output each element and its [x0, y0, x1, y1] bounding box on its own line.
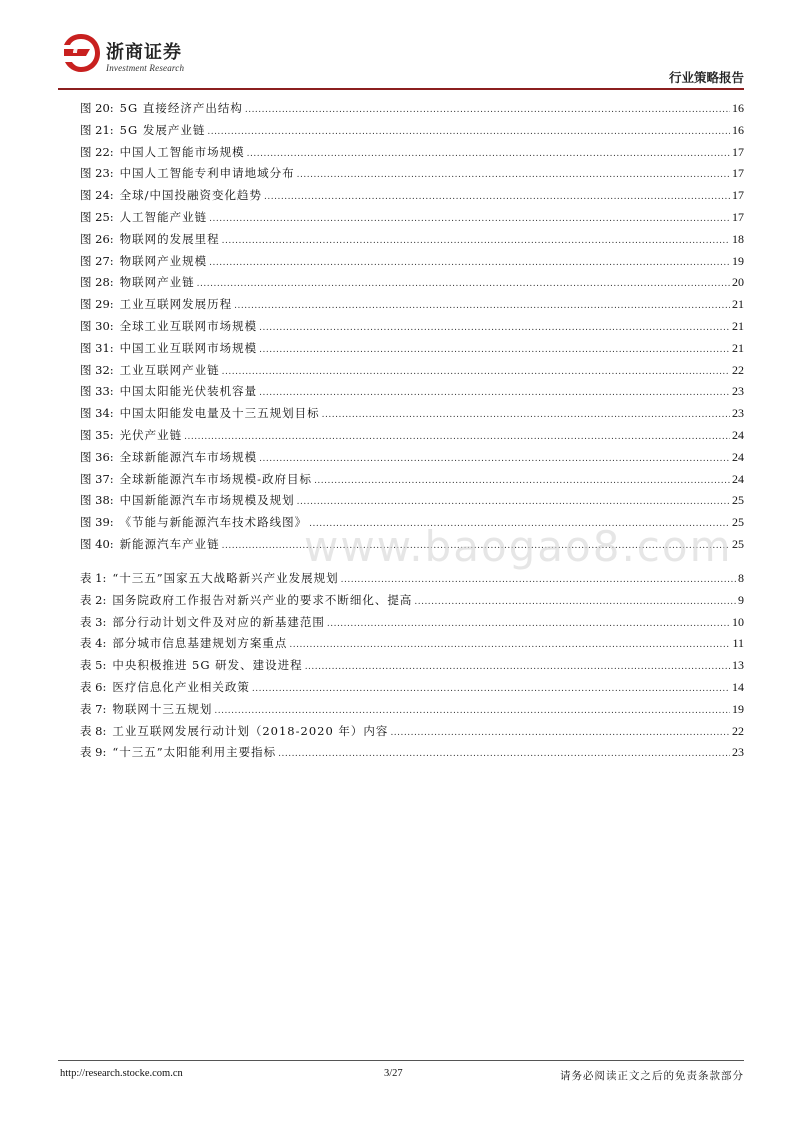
- entry-page: 25: [732, 515, 744, 530]
- entry-number: 图 32:: [80, 362, 114, 377]
- entry-page: 16: [732, 101, 744, 115]
- entry-number: 图 20:: [80, 101, 114, 115]
- entry-page: 18: [732, 231, 744, 246]
- toc-figure-entry[interactable]: [80, 340, 744, 362]
- entry-number: 图 40:: [80, 536, 114, 551]
- toc-figure-entry[interactable]: [80, 122, 744, 144]
- toc-table-entry[interactable]: [80, 657, 744, 679]
- entry-number: 图 22:: [80, 144, 114, 159]
- leader-dots: [414, 597, 736, 607]
- report-type-label: 行业策略报告: [668, 70, 744, 85]
- entry-title: 全球新能源汽车市场规模: [119, 449, 258, 464]
- entry-title: 部分城市信息基建规划方案重点: [112, 636, 288, 651]
- entry-title: 工业互联网发展历程: [119, 297, 233, 312]
- entry-number: 图 27:: [80, 253, 114, 268]
- toc-figure-entry[interactable]: [80, 100, 744, 122]
- entry-title: 《节能与新能源汽车技术路线图》: [119, 515, 308, 530]
- company-subtitle: Investment Research: [106, 63, 185, 73]
- toc-table-entry[interactable]: [80, 570, 744, 592]
- entry-title: 中国工业互联网市场规模: [119, 340, 258, 355]
- toc-figure-entry[interactable]: [80, 274, 744, 296]
- entry-title: 中国新能源汽车市场规模及规划: [119, 493, 295, 508]
- entry-page: 17: [732, 144, 744, 159]
- entry-page: 24: [732, 449, 744, 464]
- entry-page: 21: [732, 340, 744, 355]
- entry-page: 21: [732, 318, 744, 333]
- toc-figure-entry[interactable]: [80, 471, 744, 493]
- leader-dots: [305, 662, 730, 672]
- entry-page: 13: [732, 658, 744, 673]
- entry-number: 表 2:: [80, 592, 107, 607]
- entry-number: 图 30:: [80, 318, 114, 333]
- toc-figure-entry[interactable]: [80, 144, 744, 166]
- disclaimer-note: 请务必阅读正文之后的免责条款部分: [560, 1070, 744, 1082]
- entry-title: 工业互联网产业链: [119, 362, 220, 377]
- toc-figure-entry[interactable]: [80, 187, 744, 209]
- entry-number: 图 39:: [80, 515, 114, 530]
- entry-title: 5G 直接经济产出结构: [119, 101, 243, 115]
- entry-page: 16: [732, 122, 744, 137]
- entry-page: 8: [738, 571, 744, 585]
- leader-dots: [247, 149, 730, 159]
- entry-number: 图 35:: [80, 427, 114, 442]
- entry-title: 人工智能产业链: [119, 209, 208, 224]
- leader-dots: [259, 323, 730, 333]
- entry-number: 图 37:: [80, 471, 114, 486]
- toc-figure-entry[interactable]: [80, 231, 744, 253]
- entry-title: 国务院政府工作报告对新兴产业的要求不断细化、提高: [112, 592, 413, 607]
- entry-number: 表 8:: [80, 723, 107, 738]
- entry-title: “十三五”太阳能利用主要指标: [112, 745, 277, 760]
- entry-page: 23: [732, 745, 744, 760]
- entry-number: 表 5:: [80, 658, 107, 673]
- leader-dots: [289, 640, 730, 650]
- leader-dots: [327, 619, 730, 629]
- leader-dots: [252, 684, 730, 694]
- toc-figure-entry[interactable]: [80, 449, 744, 471]
- leader-dots: [207, 127, 730, 137]
- entry-title: 新能源汽车产业链: [119, 536, 220, 551]
- entry-page: 22: [732, 723, 744, 738]
- leader-dots: [209, 258, 730, 268]
- entry-title: 医疗信息化产业相关政策: [112, 679, 250, 694]
- leader-dots: [259, 345, 730, 355]
- entry-number: 表 7:: [80, 701, 107, 716]
- entry-page: 14: [732, 679, 744, 694]
- entry-number: 图 33:: [80, 384, 114, 399]
- entry-page: 20: [732, 275, 744, 290]
- entry-number: 表 4:: [80, 636, 107, 651]
- toc-table-entry[interactable]: [80, 592, 744, 614]
- entry-page: 25: [732, 536, 744, 551]
- toc-figure-entry[interactable]: [80, 362, 744, 384]
- entry-title: 光伏产业链: [119, 427, 183, 442]
- entry-number: 图 38:: [80, 493, 114, 508]
- entry-number: 图 25:: [80, 209, 114, 224]
- leader-dots: [222, 541, 730, 551]
- leader-dots: [184, 432, 730, 442]
- toc-figure-entry[interactable]: [80, 492, 744, 514]
- leader-dots: [341, 575, 736, 585]
- leader-dots: [264, 192, 730, 202]
- page-header: [60, 30, 744, 90]
- toc-figure-entry[interactable]: [80, 427, 744, 449]
- toc-table-entry[interactable]: [80, 723, 744, 745]
- entry-page: 23: [732, 406, 744, 421]
- entry-number: 表 9:: [80, 745, 107, 760]
- entry-number: 图 28:: [80, 275, 114, 290]
- toc-figure-entry[interactable]: [80, 165, 744, 187]
- leader-dots: [259, 454, 730, 464]
- leader-dots: [390, 728, 730, 738]
- leader-dots: [222, 367, 730, 377]
- entry-number: 表 6:: [80, 679, 107, 694]
- toc-figure-entry[interactable]: [80, 536, 744, 558]
- toc-figure-entry[interactable]: [80, 514, 744, 536]
- entry-page: 9: [738, 592, 744, 607]
- entry-page: 22: [732, 362, 744, 377]
- entry-title: 全球/中国投融资变化趋势: [119, 188, 263, 203]
- header-divider: [58, 88, 744, 90]
- entry-number: 图 36:: [80, 449, 114, 464]
- entry-title: 全球新能源汽车市场规模-政府目标: [119, 471, 313, 486]
- entry-title: 中国太阳能光伏装机容量: [119, 384, 258, 399]
- footer-url-link[interactable]: http://research.stocke.com.cn: [60, 1068, 183, 1079]
- entry-title: 物联网产业链: [119, 275, 195, 290]
- leader-dots: [222, 236, 730, 246]
- entry-title: 工业互联网发展行动计划（2018-2020 年）内容: [112, 723, 389, 738]
- entry-title: 物联网的发展里程: [119, 231, 220, 246]
- leader-dots: [278, 749, 730, 759]
- leader-dots: [297, 497, 730, 507]
- entry-title: 全球工业互联网市场规模: [119, 318, 258, 333]
- entry-number: 图 26:: [80, 231, 114, 246]
- entry-title: 中国人工智能市场规模: [119, 144, 245, 159]
- entry-page: 24: [732, 471, 744, 486]
- entry-page: 17: [732, 188, 744, 203]
- entry-page: 17: [732, 209, 744, 224]
- toc-table-entry[interactable]: [80, 701, 744, 723]
- entry-number: 图 29:: [80, 297, 114, 312]
- logo-emblem-icon: [60, 32, 102, 74]
- leader-dots: [234, 301, 730, 311]
- leader-dots: [314, 476, 730, 486]
- entry-page: 17: [732, 166, 744, 181]
- table-list: [80, 570, 744, 766]
- leader-dots: [197, 279, 730, 289]
- entry-number: 图 23:: [80, 166, 114, 181]
- page-number: 3/27: [384, 1068, 403, 1079]
- entry-number: 图 24:: [80, 188, 114, 203]
- entry-page: 19: [732, 701, 744, 716]
- entry-page: 10: [732, 614, 744, 629]
- leader-dots: [214, 706, 730, 716]
- footer-divider: [58, 1060, 744, 1061]
- toc-figure-entry[interactable]: [80, 383, 744, 405]
- entry-number: 图 34:: [80, 406, 114, 421]
- figure-list: [80, 100, 744, 558]
- toc-figure-entry[interactable]: [80, 405, 744, 427]
- entry-page: 11: [732, 636, 744, 651]
- entry-number: 图 21:: [80, 122, 114, 137]
- entry-page: 19: [732, 253, 744, 268]
- leader-dots: [322, 410, 730, 420]
- toc-table-entry[interactable]: [80, 744, 744, 766]
- entry-title: “十三五”国家五大战略新兴产业发展规划: [112, 571, 339, 585]
- entry-page: 23: [732, 384, 744, 399]
- entry-title: 5G 发展产业链: [119, 122, 206, 137]
- toc-table-entry[interactable]: [80, 679, 744, 701]
- watermark: www.baogao8.com: [304, 522, 733, 571]
- entry-title: 中国人工智能专利申请地域分布: [119, 166, 295, 181]
- entry-number: 表 1:: [80, 571, 107, 585]
- toc-figure-entry[interactable]: [80, 296, 744, 318]
- entry-title: 物联网产业规模: [119, 253, 208, 268]
- entry-page: 25: [732, 493, 744, 508]
- leader-dots: [259, 388, 730, 398]
- entry-title: 物联网十三五规划: [112, 701, 213, 716]
- leader-dots: [245, 105, 730, 115]
- entry-number: 表 3:: [80, 614, 107, 629]
- toc-figure-entry[interactable]: [80, 253, 744, 275]
- company-name: 浙商证券: [106, 42, 182, 63]
- leader-dots: [309, 519, 730, 529]
- toc-table-entry[interactable]: [80, 635, 744, 657]
- entry-page: 21: [732, 297, 744, 312]
- toc-figure-entry[interactable]: [80, 318, 744, 340]
- entry-title: 中央积极推进 5G 研发、建设进程: [112, 658, 303, 673]
- leader-dots: [297, 170, 730, 180]
- entry-page: 24: [732, 427, 744, 442]
- entry-title: 部分行动计划文件及对应的新基建范围: [112, 614, 325, 629]
- leader-dots: [209, 214, 730, 224]
- entry-number: 图 31:: [80, 340, 114, 355]
- toc-figure-entry[interactable]: [80, 209, 744, 231]
- company-logo: [60, 30, 210, 82]
- toc-table-entry[interactable]: [80, 614, 744, 636]
- entry-title: 中国太阳能发电量及十三五规划目标: [119, 406, 320, 421]
